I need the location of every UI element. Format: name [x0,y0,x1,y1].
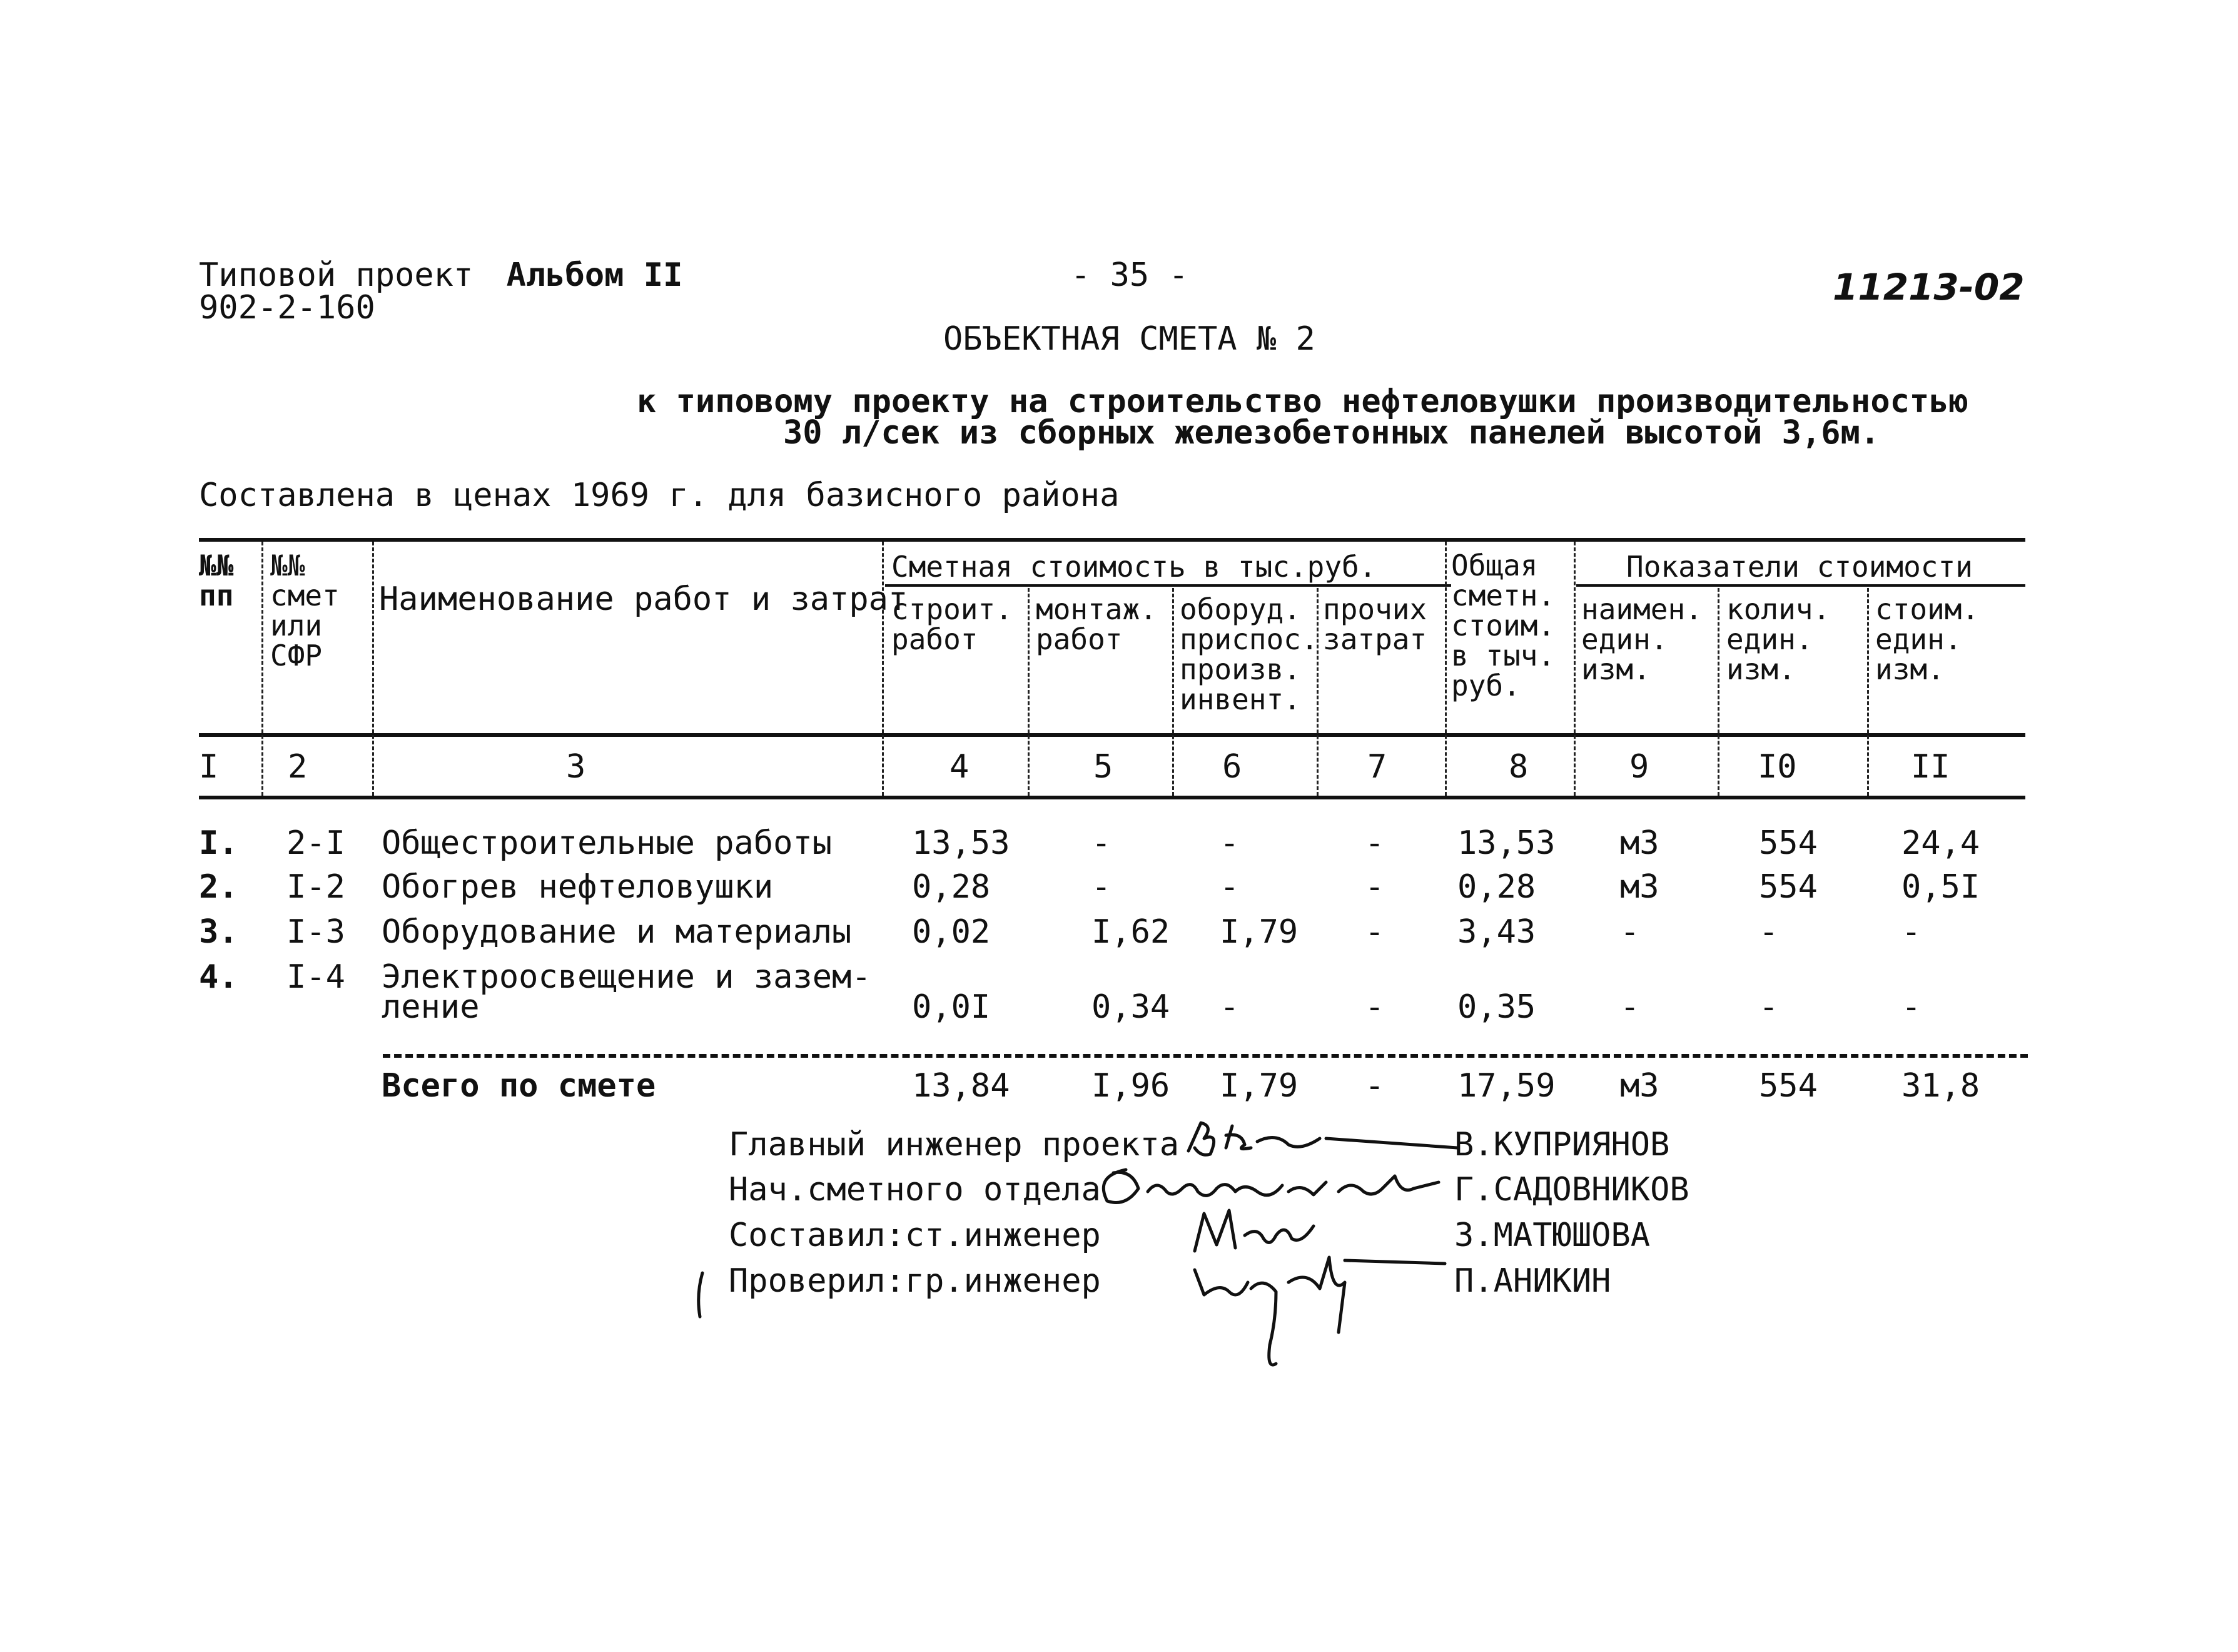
header-indicators-group: Показатели стоимости [1626,550,1973,584]
margin-mark [691,1270,710,1320]
header-col-9: наимен. един. изм. [1581,592,1703,686]
cell-construction: 0,0I [912,988,991,1026]
cell-unit: - [1620,988,1640,1026]
col-separator [1718,588,1719,796]
cell-other: - [1365,1067,1385,1105]
header-col-10: колич. един. изм. [1726,592,1831,686]
cell-unit-cost: 31,8 [1901,1067,1980,1105]
project-label: Типовой проект Альбом II [199,256,683,294]
cell-total: 13,53 [1457,824,1556,862]
cell-installation: 0,34 [1091,988,1170,1026]
cell-quantity: 554 [1759,1067,1818,1105]
col-number: I [199,748,219,786]
cell-unit: м3 [1620,824,1659,862]
cell-quantity: 554 [1759,868,1818,906]
col-separator [1867,588,1869,796]
subtitle-line-1: к типовому проекту на строительство нефтеловушки производительностью [637,383,1968,420]
col-number: 3 [566,748,586,786]
col-number: 2 [288,748,308,786]
row-reference: 2-I [286,824,345,862]
cell-total: 0,28 [1457,868,1536,906]
signatory-role: Нач.сметного отдела [729,1171,1101,1209]
document-number: 11213-02 [1833,266,2025,308]
col-number: 9 [1629,748,1649,786]
row-name: Электроосвещение и зазем- [382,958,871,996]
col-number: II [1911,748,1950,786]
row-reference: I-4 [286,958,345,996]
signatory-role: Проверил:гр.инженер [729,1262,1101,1300]
row-number: 2. [199,868,238,906]
cell-unit-cost: - [1901,913,1922,951]
signatory-name: З.МАТЮШОВА [1454,1217,1651,1254]
col-number: 7 [1367,748,1387,786]
cell-equipment: - [1220,824,1240,862]
subtitle-line-2: 30 л/сек из сборных железобетонных панелей высотой 3,6м. [783,414,1880,452]
header-cost-group: Сметная стоимость в тыс.руб. [891,550,1377,584]
cell-total: 17,59 [1457,1067,1556,1105]
signatory-name: Г.САДОВНИКОВ [1454,1171,1689,1209]
signature-anikin [1182,1245,1445,1376]
col-number: 5 [1093,748,1113,786]
cell-other: - [1365,988,1385,1026]
header-col-6: оборуд. приспос. произв. инвент. [1180,592,1319,716]
col-separator [882,542,884,796]
total-separator [383,1054,2028,1058]
row-name-continued: ление [382,988,480,1026]
cell-equipment: I,79 [1220,1067,1299,1105]
row-name: Оборудование и материалы [382,913,852,951]
total-label: Всего по смете [382,1067,656,1105]
col-separator [1172,588,1174,796]
col-number: I0 [1758,748,1797,786]
document-title: ОБЪЕКТНАЯ СМЕТА № 2 [943,320,1315,358]
cell-installation: I,96 [1091,1067,1170,1105]
cell-quantity: - [1759,913,1779,951]
row-name: Общестроительные работы [382,824,833,862]
cell-equipment: - [1220,868,1240,906]
indicators-group-rule [1576,584,2025,587]
cell-other: - [1365,824,1385,862]
cell-total: 3,43 [1457,913,1536,951]
cell-installation: - [1091,824,1111,862]
signatory-role: Составил:ст.инженер [729,1217,1101,1254]
cell-equipment: I,79 [1220,913,1299,951]
cell-unit: м3 [1620,868,1659,906]
col-number: 8 [1509,748,1529,786]
row-reference: I-2 [286,868,345,906]
cell-unit-cost: - [1901,988,1922,1026]
row-reference: I-3 [286,913,345,951]
header-col-8: Общая сметн. стоим. в тыч. руб. [1451,549,1556,702]
cell-unit-cost: 24,4 [1901,824,1980,862]
col-separator [261,542,263,796]
header-col-2: №№ смет или СФР [270,549,340,672]
signatory-name: П.АНИКИН [1454,1262,1611,1300]
numbers-bottom-rule [199,796,2025,799]
table-top-rule [199,538,2025,542]
cell-installation: I,62 [1091,913,1170,951]
header-col-4: строит. работ [891,592,1013,656]
row-name: Обогрев нефтеловушки [382,868,774,906]
cell-unit-cost: 0,5I [1901,868,1980,906]
cell-unit: м3 [1620,1067,1659,1105]
header-col-11: стоим. един. изм. [1875,592,1980,686]
col-number: 6 [1222,748,1242,786]
cell-construction: 0,28 [912,868,991,906]
signatory-role: Главный инженер проекта [729,1126,1180,1163]
cell-construction: 0,02 [912,913,991,951]
cell-equipment: - [1220,988,1240,1026]
cell-construction: 13,84 [912,1067,1010,1105]
cell-other: - [1365,913,1385,951]
cell-quantity: 554 [1759,824,1818,862]
col-number: 4 [949,748,970,786]
row-number: 4. [199,958,238,996]
cell-quantity: - [1759,988,1779,1026]
col-separator [372,542,374,796]
prices-note: Составлена в ценах 1969 г. для базисного района [199,477,1120,514]
cell-installation: - [1091,868,1111,906]
cost-group-rule [885,584,1451,587]
header-bottom-rule [199,733,2025,737]
header-col-1: №№ пп [199,549,234,612]
header-col-5: монтаж. работ [1036,592,1157,656]
cell-construction: 13,53 [912,824,1010,862]
row-number: I. [199,824,238,862]
page-number: - 35 - [1071,256,1188,294]
header-col-7: прочих затрат [1323,592,1427,656]
cell-unit: - [1620,913,1640,951]
signatory-name: В.КУПРИЯНОВ [1454,1126,1670,1163]
col-separator [1028,588,1030,796]
cell-other: - [1365,868,1385,906]
header-col-3: Наименование работ и затрат [379,580,908,618]
row-number: 3. [199,913,238,951]
col-separator [1574,542,1576,796]
col-separator [1445,542,1447,796]
project-code: 902-2-160 [199,289,375,327]
cell-total: 0,35 [1457,988,1536,1026]
